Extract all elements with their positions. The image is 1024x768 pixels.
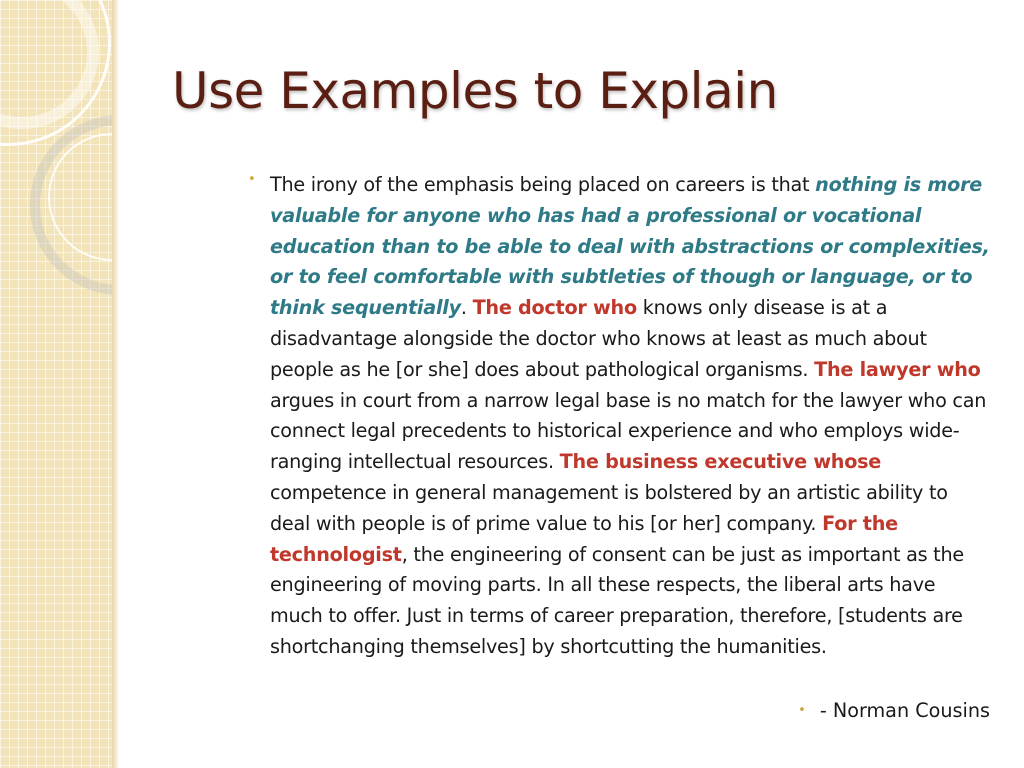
quote-part: competence in general management is bolstered by an artistic ability to deal with people is of prime value to his [or her] company. xyxy=(270,480,948,535)
quote-highlight-lawyer: The lawyer who xyxy=(814,357,981,381)
attribution-text: - Norman Cousins xyxy=(819,699,990,722)
quote-part: . xyxy=(460,296,473,320)
bullet-icon: • xyxy=(798,703,806,718)
quote-highlight-doctor: The doctor who xyxy=(472,296,637,320)
strip-edge-shadow xyxy=(112,0,118,768)
slide-body xyxy=(248,170,993,663)
quote-part: The irony of the emphasis being placed on careers is that xyxy=(270,173,816,196)
quote-emphasis: nothing is more valuable for anyone who has had a professional or vocational education than to be able to deal with abstractions or complexities, or to feel comfortable with subtleties of though or language, or to think sequentially xyxy=(270,173,990,320)
decorative-side-strip xyxy=(0,0,112,768)
quote-text xyxy=(270,170,993,663)
quote-part: knows only disease is at a disadvantage alongside the doctor who knows at least as much about people as he [or she] does about pathological organisms. xyxy=(270,296,927,381)
attribution xyxy=(798,699,990,722)
quote-highlight-technologist: For the technologist xyxy=(270,511,898,566)
quote-part: , the engineering of consent can be just as important as the engineering of moving parts. In all these respects, the liberal arts have much to offer. Just in terms of career preparation, therefore, [students are shortchanging themselves] by shortcutting the humanities. xyxy=(270,542,964,658)
slide-title: Use Examples to Explain xyxy=(172,62,778,120)
quote-part: argues in court from a narrow legal base is no match for the lawyer who can connect legal precedents to historical experience and who employs wide-ranging intellectual resources. xyxy=(270,388,987,474)
quote-highlight-executive: The business executive whose xyxy=(559,450,882,474)
bullet-icon: • xyxy=(248,172,256,187)
quote-bullet xyxy=(248,170,993,663)
